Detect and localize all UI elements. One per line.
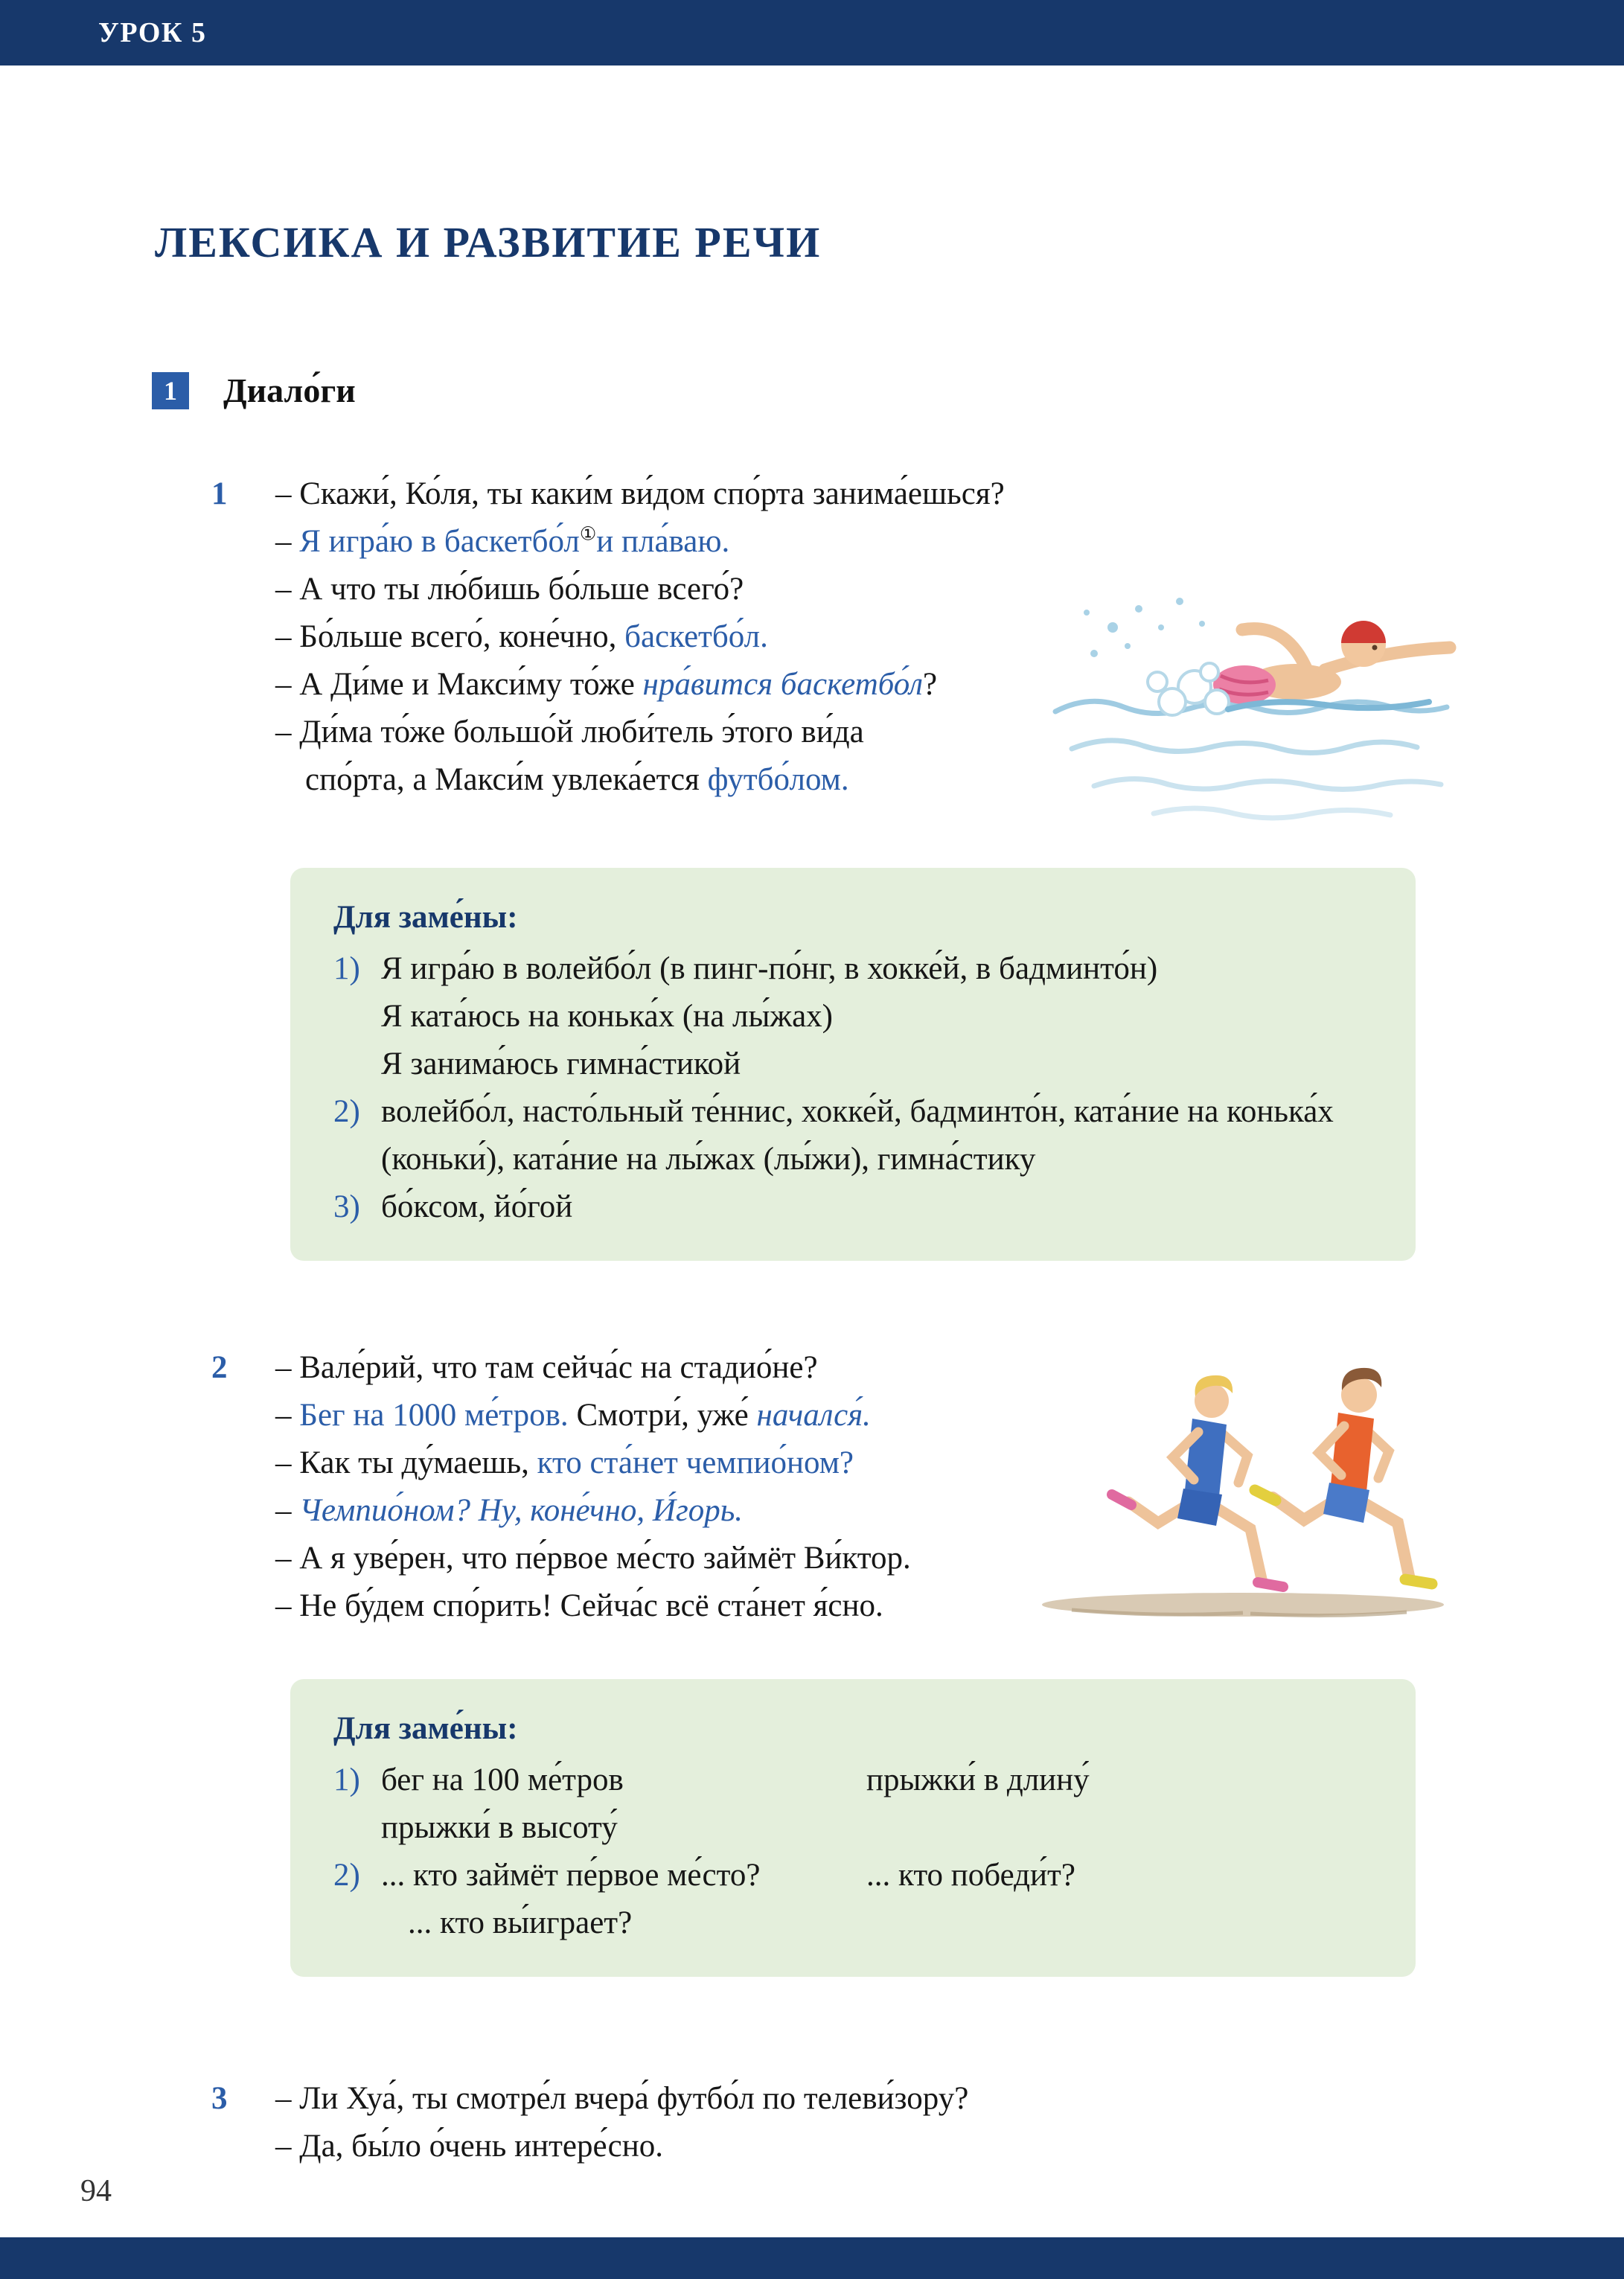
substitution-box-2 — [290, 1679, 1416, 1977]
text-segment: – Не бу́дем спо́рить! Сейча́с всё ста́нет я́сно. — [275, 1588, 883, 1623]
section-heading — [152, 371, 356, 410]
text-segment: – Скажи́, Ко́ля, ты каки́м ви́дом спо́рта занима́ешься? — [275, 476, 1005, 511]
dialog-line — [275, 470, 1005, 518]
item-number: 3) — [333, 1189, 360, 1224]
item-line — [381, 1852, 1381, 1899]
item-line-text: Я ката́юсь на конька́х (на лы́жах) — [381, 999, 833, 1034]
item-number: 2) — [333, 1858, 360, 1893]
dialog-number: 1 — [211, 476, 228, 511]
item-line-text: волейбо́л, насто́льный те́ннис, хокке́й, бадминто́н, ката́ние на конька́х — [381, 1094, 1334, 1129]
text-segment: – — [275, 1398, 300, 1433]
page-number: 94 — [80, 2174, 112, 2208]
text-segment: – Бо́льше всего́, коне́чно, — [275, 619, 625, 654]
item-line — [381, 1183, 1381, 1231]
text-segment: кто ста́нет чемпио́ном? — [537, 1445, 854, 1480]
text-segment: Смотри́, уже́ — [568, 1398, 757, 1433]
item-line — [381, 1804, 1381, 1852]
substitution-box-title: Для заме́ны: — [333, 900, 518, 935]
item-line-right-text: прыжки́ в длину́ — [866, 1762, 1090, 1797]
item-line-text: прыжки́ в высоту́ — [381, 1810, 618, 1845]
dialog-number: 3 — [211, 2081, 228, 2116]
swimmer-illustration — [1042, 557, 1503, 825]
item-line-text: бег на 100 ме́тров — [381, 1762, 624, 1797]
dialog-number: 2 — [211, 1350, 228, 1385]
text-segment: футбо́лом. — [707, 762, 849, 797]
item-lines — [381, 1852, 1381, 1947]
item-line-text: ... кто вы́играет? — [408, 1905, 633, 1940]
dialog-line — [275, 709, 1005, 756]
text-segment: – Как ты ду́маешь, — [275, 1445, 537, 1480]
item-line-text: Я занима́юсь гимна́стикой — [381, 1046, 741, 1081]
text-segment: – А что ты лю́бишь бо́льше всего́? — [275, 572, 744, 607]
substitution-box-title: Для заме́ны: — [333, 1711, 518, 1746]
item-line — [381, 1899, 1381, 1947]
text-segment: – Ди́ма то́же большо́й люби́тель э́того ви́да — [275, 715, 864, 749]
dialog-lines — [275, 1344, 911, 1630]
dialog-lines — [275, 2075, 968, 2170]
footer-bar — [0, 2237, 1624, 2279]
text-segment: – Ли Хуа́, ты смотре́л вчера́ футбо́л по телеви́зору? — [275, 2081, 969, 2116]
item-lines — [381, 1088, 1381, 1183]
dialog-line — [275, 566, 1005, 613]
dialog-line — [275, 518, 1005, 566]
text-segment: – А Ди́ме и Макси́му то́же — [275, 667, 643, 702]
item-line-right-text: ... кто победи́т? — [866, 1858, 1075, 1893]
text-segment: спо́рта, а Макси́м увлека́ется — [305, 762, 708, 797]
item-number: 1) — [333, 951, 360, 986]
item-line-text: Я игра́ю в волейбо́л (в пинг-по́нг, в хокке́й, в бадминто́н) — [381, 951, 1158, 986]
item-line — [381, 1088, 1381, 1136]
runners-illustration — [1027, 1323, 1466, 1621]
dialog-3 — [211, 2075, 968, 2170]
substitution-box-items — [333, 945, 1381, 1231]
text-segment: Я игра́ю в баскетбо́л — [299, 524, 580, 559]
text-segment: – — [275, 524, 300, 559]
substitution-item — [333, 1088, 1381, 1183]
substitution-item — [333, 1757, 1381, 1852]
item-line — [381, 1757, 1381, 1804]
runner-back-figure — [1112, 1375, 1283, 1587]
item-line-text: (коньки́), ката́ние на лы́жах (лы́жи), гимна́стику — [381, 1142, 1036, 1177]
item-lines — [381, 1757, 1381, 1852]
dialog-line — [275, 1439, 911, 1487]
text-segment: Бег на 1000 ме́тров. — [299, 1398, 569, 1433]
dialog-1 — [211, 470, 1005, 804]
text-segment: – Да, бы́ло о́чень интере́сно. — [275, 2129, 664, 2164]
text-segment: Чемпио́ном? Ну, коне́чно, И́горь. — [299, 1493, 744, 1528]
item-line — [381, 1041, 1381, 1088]
text-segment: и пла́ваю. — [596, 524, 730, 559]
substitution-box-1 — [290, 868, 1416, 1261]
substitution-item — [333, 1852, 1381, 1947]
dialog-line — [275, 1344, 911, 1392]
text-segment: начался́. — [756, 1398, 871, 1433]
dialog-line — [275, 1487, 911, 1535]
text-segment: нра́вится баскетбо́л — [642, 667, 923, 702]
item-number: 1) — [333, 1762, 360, 1797]
section-number-badge: 1 — [152, 372, 189, 409]
item-line — [381, 993, 1381, 1041]
dialog-line — [305, 756, 1005, 804]
text-segment: – А я уве́рен, что пе́рвое ме́сто займёт Ви́ктор. — [275, 1541, 911, 1576]
text-segment: ① — [579, 524, 597, 545]
substitution-item — [333, 945, 1381, 1088]
dialog-line — [275, 2075, 968, 2123]
item-line — [381, 945, 1381, 993]
text-segment: – — [275, 1493, 300, 1528]
substitution-box-items — [333, 1757, 1381, 1947]
dialog-line — [275, 1535, 911, 1582]
header-bar — [0, 0, 1624, 65]
swimmer-figure — [1213, 621, 1450, 704]
dialog-2 — [211, 1344, 911, 1630]
dialog-line — [275, 1392, 911, 1439]
item-line-text: ... кто займёт пе́рвое ме́сто? — [381, 1858, 761, 1893]
splash-droplets — [1084, 598, 1205, 657]
lesson-header-label: УРОК 5 — [98, 17, 207, 48]
dialog-line — [275, 661, 1005, 709]
dialog-line — [275, 613, 1005, 661]
item-line — [381, 1136, 1381, 1183]
dialog-lines — [275, 470, 1005, 804]
item-number: 2) — [333, 1094, 360, 1129]
item-line-text: бо́ксом, йо́гой — [381, 1189, 573, 1224]
runner-front-figure — [1255, 1368, 1432, 1584]
text-segment: ? — [923, 667, 938, 702]
item-lines — [381, 945, 1381, 1088]
text-segment: баскетбо́л. — [624, 619, 768, 654]
section-label: Диало́ги — [223, 371, 356, 409]
water-waves — [1055, 701, 1447, 818]
dialog-line — [275, 2123, 968, 2170]
substitution-item — [333, 1183, 1381, 1231]
item-lines — [381, 1183, 1381, 1231]
page-title: ЛЕКСИКА И РАЗВИТИЕ РЕЧИ — [155, 218, 822, 266]
text-segment: – Вале́рий, что там сейча́с на стадио́не? — [275, 1350, 818, 1385]
dialog-line — [275, 1582, 911, 1630]
